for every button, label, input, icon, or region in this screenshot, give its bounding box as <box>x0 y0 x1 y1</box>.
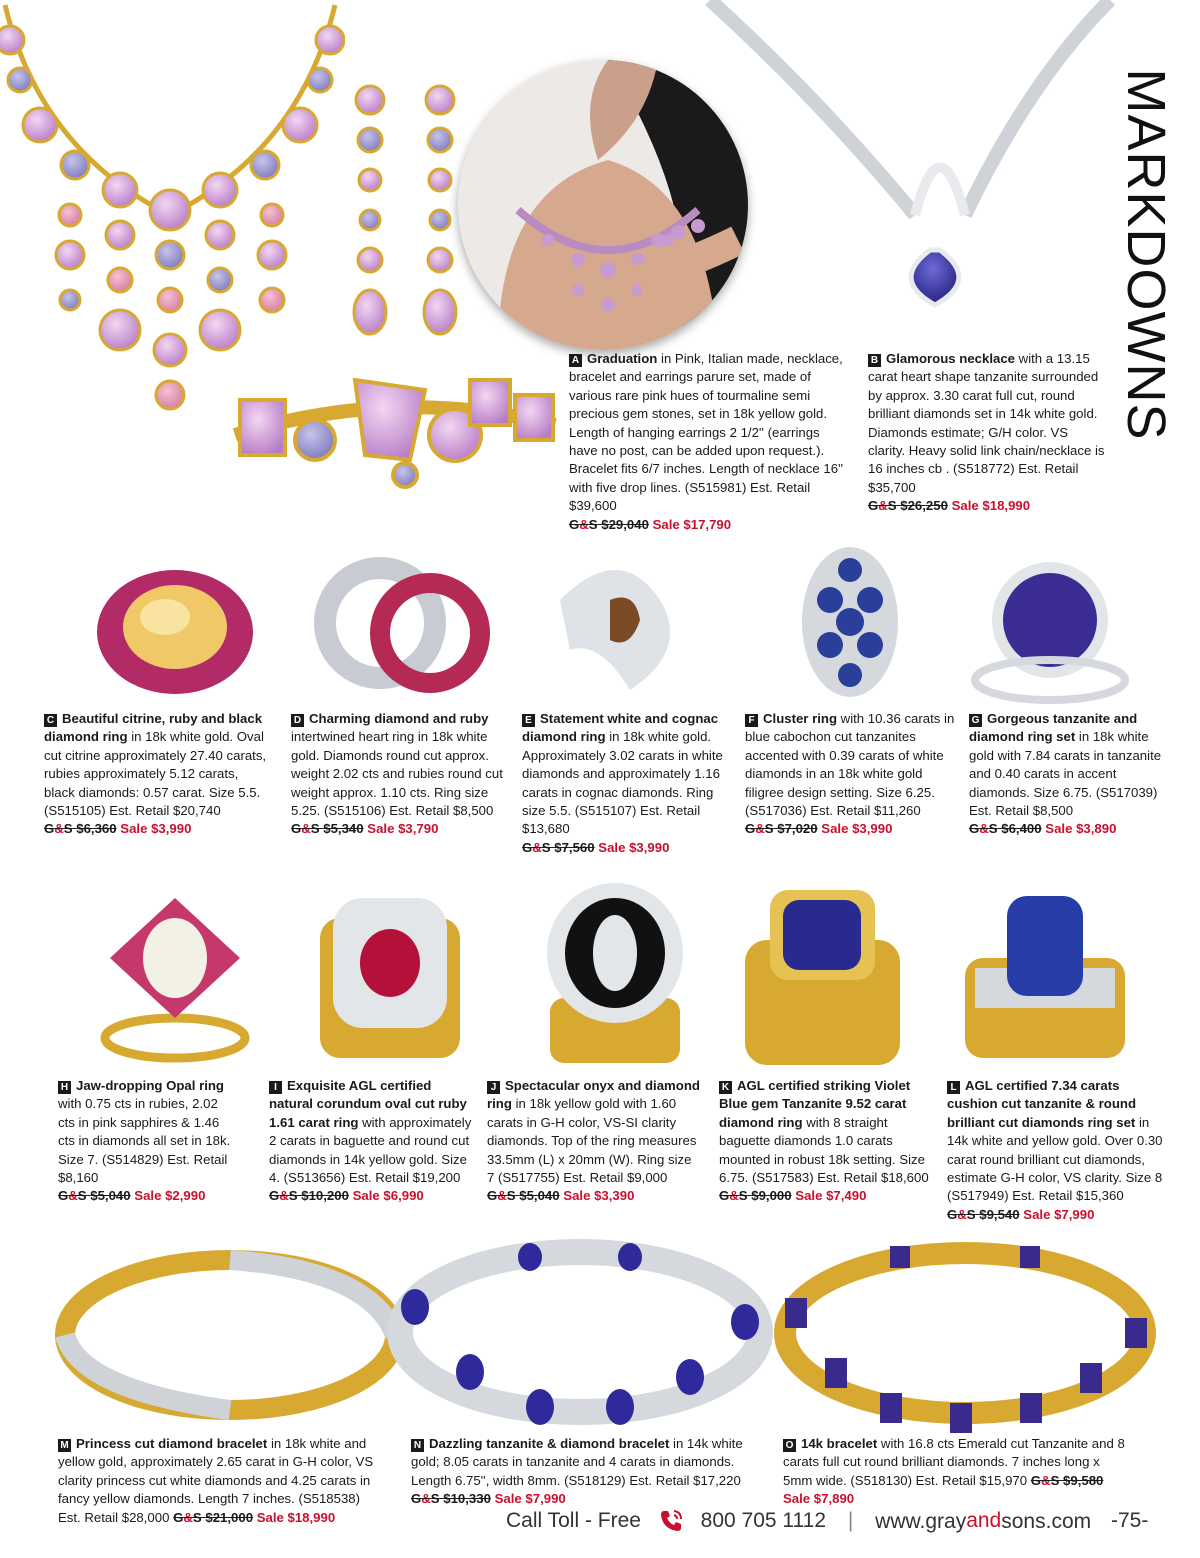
footer <box>506 1506 1196 1536</box>
bracelet-n-image <box>380 1222 780 1437</box>
product-desc-g <box>969 710 1169 839</box>
price-line <box>44 820 269 838</box>
price-line <box>487 1187 702 1205</box>
gs-old-price: G&S $6,360 <box>44 821 117 837</box>
gs-old-price: G&S $5,040 <box>58 1188 131 1204</box>
price-line <box>522 839 740 857</box>
product-desc-f <box>745 710 957 839</box>
product-details: with approximately 2 carats in baguette and round cut diamonds in 14k yellow gold. Size 4. (S513656) Est. Retail $19,200 <box>269 1114 472 1186</box>
product-name: Gorgeous tanzanite and diamond ring set <box>969 711 1138 745</box>
website-link[interactable]: www.grayandsons.com <box>875 1509 1092 1533</box>
gs-old-price: G&S $21,000 <box>173 1509 254 1525</box>
earrings-image <box>340 80 470 360</box>
product-details: in 18k white and yellow gold, approximately 2.65 carat in G-H color, VS clarity princess cut white diamonds and 4.25 carats in fancy yellow diamonds. Length 7 inches. (S518538) Est. Retail $28,000 <box>58 1436 374 1525</box>
product-desc-n <box>411 1435 756 1509</box>
product-letter: L <box>947 1081 960 1094</box>
product-desc-m <box>58 1435 378 1527</box>
sale-price: Sale $3,990 <box>120 821 192 837</box>
product-name: Glamorous necklace <box>886 351 1016 366</box>
price-line <box>719 1187 941 1205</box>
product-letter: I <box>269 1081 282 1094</box>
gs-old-price: G&S $5,040 <box>487 1188 560 1204</box>
sale-price: Sale $3,790 <box>367 821 439 837</box>
product-details: with 8 straight baguette diamonds 1.0 carats mounted in robust 18k setting. Size 6.75. (S517583) Est. Retail $18,600 <box>719 1114 929 1186</box>
gs-old-price: G&S $6,400 <box>969 821 1042 837</box>
ring-e-image <box>540 540 715 705</box>
price-line <box>269 1187 474 1205</box>
product-letter: J <box>487 1081 500 1094</box>
product-letter: G <box>969 714 982 727</box>
product-desc-j <box>487 1077 702 1206</box>
product-desc-h <box>58 1077 238 1206</box>
ring-h-image <box>90 888 260 1063</box>
sale-price: Sale $3,390 <box>563 1188 635 1204</box>
sale-price: Sale $7,990 <box>494 1491 566 1507</box>
gs-old-price: G&S $5,340 <box>291 821 364 837</box>
bracelet-m-image <box>50 1230 410 1430</box>
gs-old-price: G&S $7,020 <box>745 821 818 837</box>
section-title: MARKDOWNS <box>1116 68 1176 441</box>
sale-price: Sale $18,990 <box>256 1509 336 1525</box>
ring-j-image <box>535 878 695 1068</box>
product-desc-o <box>783 1435 1128 1509</box>
phone-number[interactable]: 800 705 1112 <box>700 1509 827 1533</box>
gs-old-price: G&S $9,540 <box>947 1206 1020 1222</box>
gs-old-price: G&S $9,580 <box>1030 1472 1104 1488</box>
sale-price: Sale $3,890 <box>1045 821 1117 837</box>
ring-i-image <box>305 888 475 1063</box>
price-line <box>291 820 511 838</box>
product-desc-c <box>44 710 269 839</box>
product-name: Princess cut diamond bracelet <box>76 1436 268 1451</box>
bracelet-o-image <box>770 1228 1160 1433</box>
product-desc-k <box>719 1077 941 1206</box>
ring-f-image <box>775 540 925 705</box>
sale-price: Sale $2,990 <box>134 1188 206 1204</box>
page-number: -75- <box>1110 1509 1149 1533</box>
price-line <box>947 1206 1172 1224</box>
gs-old-price: G&S $29,040 <box>569 516 649 532</box>
ring-d-image <box>305 548 500 703</box>
product-name: Dazzling tanzanite & diamond bracelet <box>429 1436 670 1451</box>
product-details: in 18k white gold. Oval cut citrine approximately 27.40 carats, rubies approximately 5.12 carats, black diamonds: 0.57 carat. Size 5.5. (S515105) Est. Retail $20,740 <box>44 729 267 819</box>
product-details: with 10.36 carats in blue cabochon cut tanzanites accented with 0.39 carats of white diamonds in an 18k white gold filigree design setting. Size 6.25. (S517036) Est. Retail $11,260 <box>745 711 955 819</box>
product-letter: O <box>783 1439 796 1452</box>
sale-price: Sale $7,490 <box>795 1188 867 1204</box>
sale-price: Sale $7,890 <box>783 1491 855 1507</box>
ring-c-image <box>85 542 265 702</box>
ring-k-image <box>735 880 910 1070</box>
product-name: Statement white and cognac diamond ring <box>522 711 719 745</box>
ring-l-image <box>955 888 1135 1068</box>
gs-old-price: G&S $7,560 <box>522 839 595 855</box>
phone-icon <box>657 1507 685 1535</box>
product-details: in 14k white and yellow gold. Over 0.30 carat round brilliant cut diamonds, estimate G-H color, VS clarity. Size 8 (S517949) Est. Retail $15,360 <box>947 1114 1163 1204</box>
product-name: Exquisite AGL certified natural corundum oval cut ruby 1.61 carat ring <box>269 1078 467 1130</box>
sale-price: Sale $17,790 <box>652 516 732 532</box>
ring-g-image <box>965 555 1135 710</box>
product-desc-l <box>947 1077 1172 1224</box>
product-name: Beautiful citrine, ruby and black diamond ring <box>44 711 263 745</box>
product-desc-b <box>868 350 1108 516</box>
gs-old-price: G&S $9,000 <box>719 1188 792 1204</box>
product-name: Cluster ring <box>763 711 838 726</box>
product-details: with 0.75 cts in rubies, 2.02 cts in pink sapphires & 1.46 cts in diamonds all set in 18k. Size 7. (S514829) Est. Retail $8,160 <box>58 1096 231 1186</box>
price-line <box>969 820 1169 838</box>
product-desc-i <box>269 1077 474 1206</box>
product-details: with 16.8 cts Emerald cut Tanzanite and 8 carats full cut round brilliant diamonds. 7 inches long x 5mm wide. (S518130) Est. Retail $15,970 <box>783 1436 1125 1488</box>
price-line <box>569 516 849 534</box>
product-letter: M <box>58 1439 71 1452</box>
product-name: AGL certified striking Violet Blue gem Tanzanite 9.52 carat diamond ring <box>719 1078 911 1130</box>
footer-separator: | <box>847 1509 854 1533</box>
gs-old-price: G&S $26,250 <box>868 498 948 514</box>
product-letter: B <box>868 354 881 367</box>
product-letter: H <box>58 1081 71 1094</box>
tanzanite-necklace-image <box>700 0 1120 320</box>
sale-price: Sale $7,990 <box>1023 1206 1095 1222</box>
sale-price: Sale $3,990 <box>598 839 670 855</box>
product-name: Graduation <box>587 351 658 366</box>
product-details: in Pink, Italian made, necklace, bracelet and earrings parure set, made of various rare pink hues of tourmaline semi precious gem stones, set in 18k yellow gold. Length of hanging earrings 2 1/2'' (earrings have no post, can be added upon request.). Bracelet fits 6/7 inches. Length of necklace 16'' with five drop lines. (S515981) Est. Retail $39,600 <box>569 351 844 514</box>
sale-price: Sale $3,990 <box>821 821 893 837</box>
product-desc-d <box>291 710 511 839</box>
product-letter: E <box>522 714 535 727</box>
product-letter: D <box>291 714 304 727</box>
product-desc-a <box>569 350 849 534</box>
gs-old-price: G&S $10,330 <box>411 1491 491 1507</box>
product-letter: A <box>569 354 582 367</box>
product-details: intertwined heart ring in 18k white gold. Diamonds round cut approx. weight 2.02 cts and rubies round cut weight approx. 1.10 cts. Ring size 5.25. (S515106) Est. Retail $8,500 <box>291 729 503 819</box>
product-details: in 18k yellow gold with 1.60 carats in G-H color, VS-SI clarity diamonds. Top of the ring measures 33.5mm (L) x 20mm (W). Ring size 7 (S517755) Est. Retail $9,000 <box>487 1096 697 1186</box>
pink-bracelet-image <box>225 345 565 505</box>
product-name: Charming diamond and ruby <box>309 711 489 726</box>
product-letter: F <box>745 714 758 727</box>
product-name: 14k bracelet <box>801 1436 878 1451</box>
price-line <box>58 1187 238 1205</box>
product-letter: K <box>719 1081 732 1094</box>
product-name: Spectacular onyx and diamond ring <box>487 1078 700 1112</box>
product-letter: N <box>411 1439 424 1452</box>
sale-price: Sale $6,990 <box>352 1188 424 1204</box>
price-line <box>868 497 1108 515</box>
sale-price: Sale $18,990 <box>951 498 1031 514</box>
gs-old-price: G&S $10,200 <box>269 1188 349 1204</box>
product-desc-e <box>522 710 740 857</box>
product-name: Jaw-dropping Opal ring <box>76 1078 224 1093</box>
product-details: in 18k white gold with 7.84 carats in tanzanite and 0.40 carats in accent diamonds. Size 6.75. (S517039) Est. Retail $8,500 <box>969 729 1162 819</box>
price-line <box>745 820 957 838</box>
call-label: Call Toll - Free <box>506 1509 641 1533</box>
product-details: with a 13.15 carat heart shape tanzanite surrounded by approx. 3.30 carat full cut, round brilliant diamonds set in 14k white gold. Diamonds estimate; G/H color. VS clarity. Heavy solid link chain/necklace is 16 inches cb . (S518772) Est. Retail $35,700 <box>868 351 1105 495</box>
product-details: in 14k white gold; 8.05 carats in tanzanite and 4 carats in diamonds. Length 6.75'', width 8mm. (S518129) Est. Retail $17,220 <box>411 1436 743 1488</box>
product-details: in 18k white gold. Approximately 3.02 carats in white diamonds and approximately 1.16 carats in cognac diamonds. Ring size 5.5. (S515107) Est. Retail $13,680 <box>522 729 723 837</box>
product-name: AGL certified 7.34 carats cushion cut tanzanite & round brilliant cut diamonds ring set <box>947 1078 1137 1130</box>
product-letter: C <box>44 714 57 727</box>
